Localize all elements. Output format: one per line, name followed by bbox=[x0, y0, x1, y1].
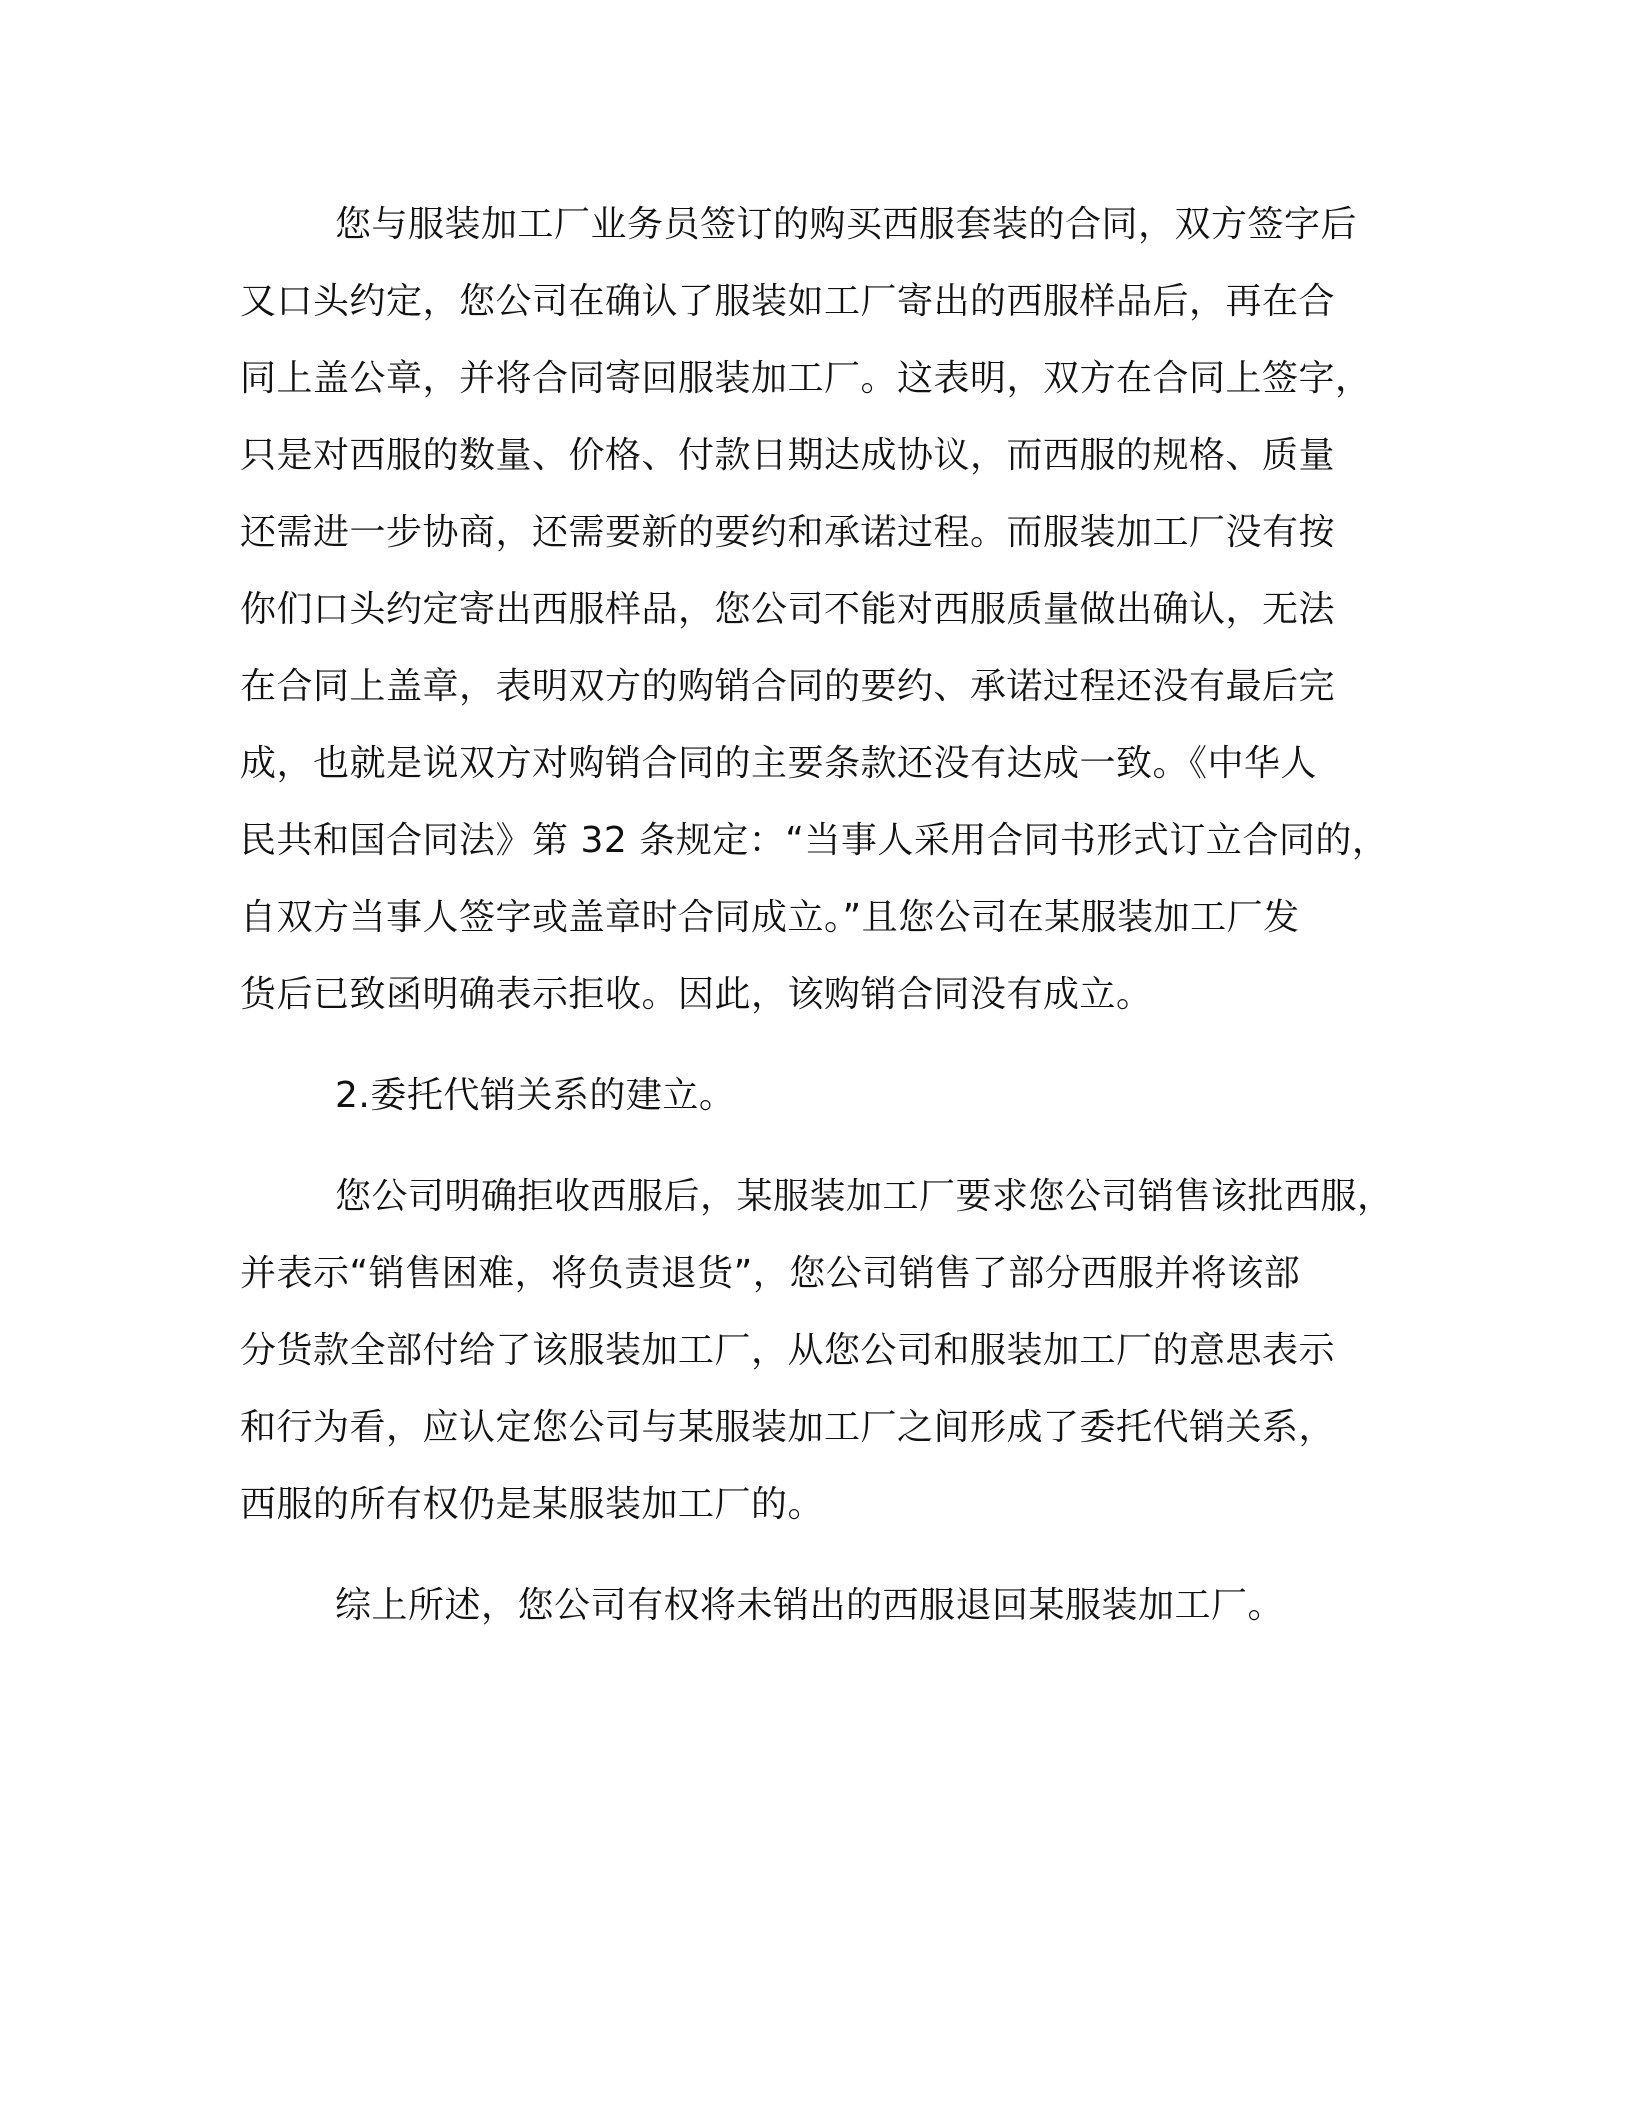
paragraph-contract-analysis bbox=[240, 186, 1400, 1033]
paragraph-gap bbox=[240, 1033, 1400, 1057]
text-line: 又口头约定，您公司在确认了服装如工厂寄出的西服样品后，再在合 bbox=[240, 281, 1336, 322]
text-line: 并表示“销售困难，将负责退货”，您公司销售了部分西服并将该部 bbox=[240, 1253, 1301, 1294]
document-body bbox=[240, 186, 1400, 1644]
text-line: 您与服装加工厂业务员签订的购买西服套装的合同，双方签字后 bbox=[335, 204, 1358, 245]
text-line: 还需进一步协商，还需要新的要约和承诺过程。而服装加工厂没有按 bbox=[240, 512, 1336, 553]
text-line: 您公司明确拒收西服后，某服装加工厂要求您公司销售该批西服， bbox=[335, 1176, 1394, 1217]
text-line: 同上盖公章，并将合同寄回服装加工厂。这表明，双方在合同上签字， bbox=[240, 358, 1372, 399]
paragraph-conclusion bbox=[240, 1567, 1400, 1644]
paragraph-consignment-analysis bbox=[240, 1158, 1400, 1543]
heading-text: 2.委托代销关系的建立。 bbox=[335, 1075, 736, 1116]
text-line: 你们口头约定寄出西服样品，您公司不能对西服质量做出确认，无法 bbox=[240, 589, 1336, 630]
paragraph-gap bbox=[240, 1543, 1400, 1567]
text-line: 西服的所有权仍是某服装加工厂的。 bbox=[240, 1484, 825, 1525]
text-line: 成，也就是说双方对购销合同的主要条款还没有达成一致。《中华人 bbox=[240, 743, 1318, 784]
paragraph-gap bbox=[240, 1134, 1400, 1158]
text-line: 民共和国合同法》第 32 条规定：“当事人采用合同书形式订立合同的， bbox=[240, 820, 1389, 861]
text-line: 分货款全部付给了该服装加工厂，从您公司和服装加工厂的意思表示 bbox=[240, 1330, 1336, 1371]
text-line: 货后已致函明确表示拒收。因此，该购销合同没有成立。 bbox=[240, 974, 1153, 1015]
section-heading bbox=[240, 1057, 1400, 1134]
text-line: 在合同上盖章，表明双方的购销合同的要约、承诺过程还没有最后完 bbox=[240, 666, 1336, 707]
text-line: 综上所述，您公司有权将未销出的西服退回某服装加工厂。 bbox=[335, 1585, 1285, 1626]
text-line: 只是对西服的数量、价格、付款日期达成协议，而西服的规格、质量 bbox=[240, 435, 1336, 476]
text-line: 自双方当事人签字或盖章时合同成立。”且您公司在某服装加工厂发 bbox=[240, 897, 1300, 938]
text-line: 和行为看，应认定您公司与某服装加工厂之间形成了委托代销关系， bbox=[240, 1407, 1336, 1448]
